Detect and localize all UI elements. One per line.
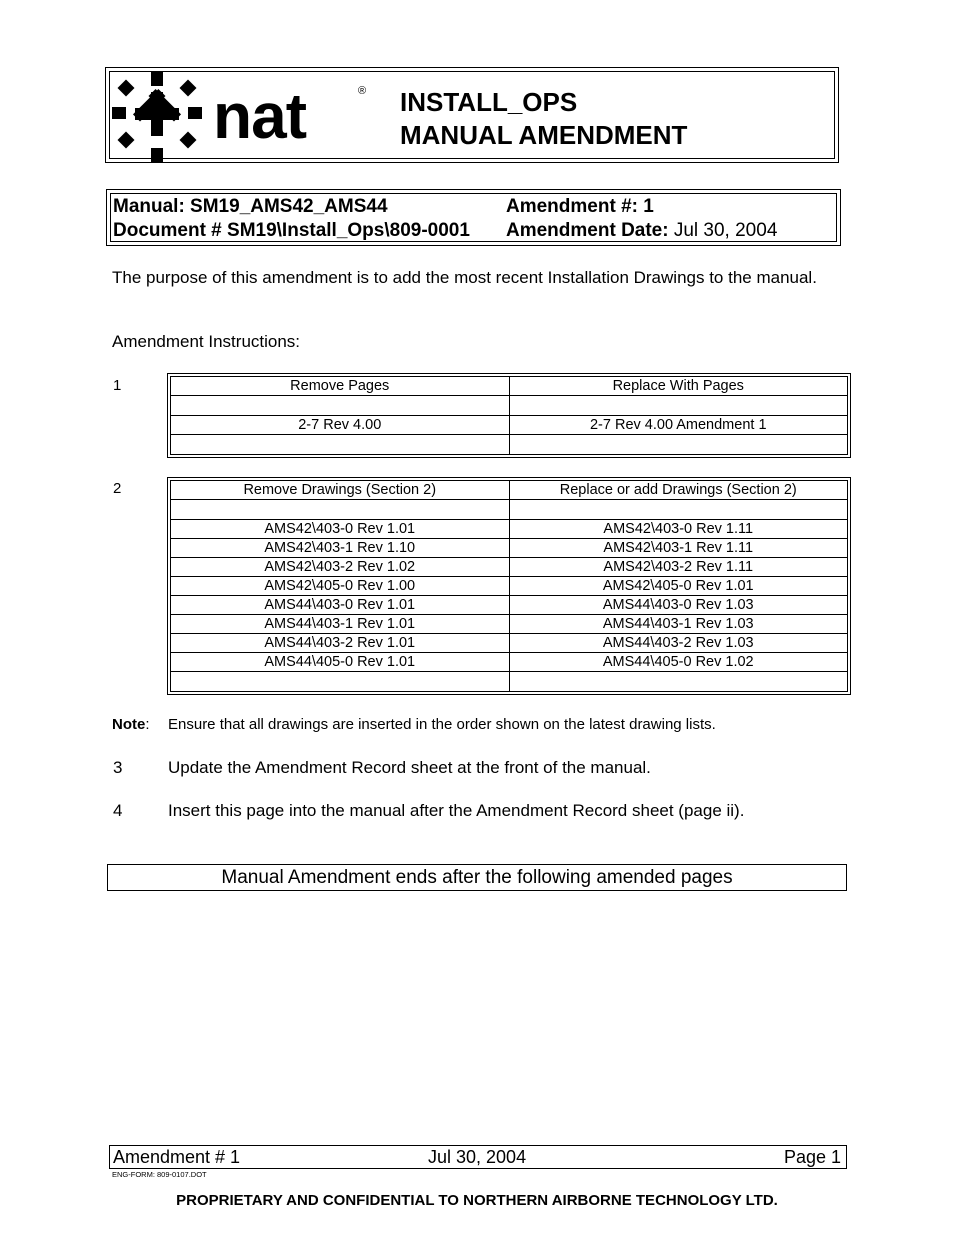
- table-row: [171, 672, 848, 692]
- step-3-number: 3: [113, 758, 123, 777]
- confidential-notice: PROPRIETARY AND CONFIDENTIAL TO NORTHERN AIRBORNE TECHNOLOGY LTD.: [176, 1192, 778, 1209]
- table-row: [171, 634, 848, 653]
- note: [112, 716, 150, 733]
- purpose-text: The purpose of this amendment is to add the most recent Installation Drawings to the manual.: [112, 268, 817, 287]
- column-header: Remove Pages: [171, 377, 510, 396]
- table-cell: AMS42\405-0 Rev 1.01: [509, 577, 848, 596]
- manual-label: Manual: SM19_AMS42_AMS44: [113, 196, 388, 217]
- table-cell: AMS44\403-0 Rev 1.01: [171, 596, 510, 615]
- table-cell: [509, 500, 848, 520]
- step-2-number: 2: [113, 480, 122, 497]
- title-line-1: INSTALL_OPS: [400, 87, 578, 117]
- table-cell: [171, 435, 510, 455]
- remove-pages-table: [167, 373, 851, 458]
- column-header: Replace With Pages: [509, 377, 848, 396]
- amendment-date: [506, 219, 777, 243]
- step-4-number: 4: [113, 801, 123, 820]
- header-title: [400, 86, 687, 152]
- amendment-date-label: Amendment Date:: [506, 220, 669, 241]
- title-line-2: MANUAL AMENDMENT: [400, 120, 688, 150]
- table-cell: AMS44\403-2 Rev 1.01: [171, 634, 510, 653]
- table-cell: AMS42\403-2 Rev 1.02: [171, 558, 510, 577]
- note-colon: :: [145, 716, 150, 733]
- table-row: [171, 416, 848, 435]
- nat-logo: [112, 72, 372, 162]
- table-row: [171, 500, 848, 520]
- table-row: [171, 520, 848, 539]
- table-cell: AMS42\403-1 Rev 1.10: [171, 539, 510, 558]
- step-1-number: 1: [113, 377, 122, 394]
- column-header: Remove Drawings (Section 2): [171, 481, 510, 500]
- table-cell: AMS44\405-0 Rev 1.02: [509, 653, 848, 672]
- table-row: [171, 396, 848, 416]
- column-header: Replace or add Drawings (Section 2): [509, 481, 848, 500]
- table-cell: AMS42\403-0 Rev 1.01: [171, 520, 510, 539]
- footer-date: Jul 30, 2004: [428, 1147, 527, 1167]
- table-cell: [509, 396, 848, 416]
- footer-amendment: Amendment # 1: [113, 1147, 241, 1167]
- remove-drawings-table: [167, 477, 851, 695]
- table-cell: [171, 396, 510, 416]
- amendment-date-value: Jul 30, 2004: [668, 220, 778, 241]
- table-header-row: [171, 377, 848, 396]
- registered-mark: ®: [358, 85, 367, 97]
- table-cell: AMS42\403-2 Rev 1.11: [509, 558, 848, 577]
- instructions-heading: Amendment Instructions:: [112, 332, 301, 351]
- table-row: [171, 435, 848, 455]
- table-row: [171, 615, 848, 634]
- document-number: Document # SM19\Install_Ops\809-0001: [113, 220, 470, 241]
- table-row: [171, 558, 848, 577]
- star-icon: [112, 72, 202, 162]
- note-text: Ensure that all drawings are inserted in the order shown on the latest drawing lists.: [168, 716, 716, 733]
- table-cell: AMS44\403-2 Rev 1.03: [509, 634, 848, 653]
- table-cell: AMS44\403-0 Rev 1.03: [509, 596, 848, 615]
- step-4-text: Insert this page into the manual after the Amendment Record sheet (page ii).: [168, 801, 745, 820]
- table-row: [171, 539, 848, 558]
- amendment-ends-banner: Manual Amendment ends after the following amended pages: [107, 864, 847, 891]
- step-3-text: Update the Amendment Record sheet at the front of the manual.: [168, 758, 651, 777]
- table-cell: AMS42\403-0 Rev 1.11: [509, 520, 848, 539]
- table-cell: [509, 435, 848, 455]
- table-cell: [171, 500, 510, 520]
- table-cell: AMS44\403-1 Rev 1.01: [171, 615, 510, 634]
- footer-box: [109, 1145, 847, 1169]
- note-label: Note: [112, 716, 146, 733]
- table-cell: AMS44\403-1 Rev 1.03: [509, 615, 848, 634]
- form-id: ENG-FORM: 809-0107.DOT: [112, 1170, 207, 1179]
- table-cell: AMS42\405-0 Rev 1.00: [171, 577, 510, 596]
- table-row: [171, 577, 848, 596]
- table-cell: 2-7 Rev 4.00 Amendment 1: [509, 416, 848, 435]
- amendment-number: Amendment #: 1: [506, 196, 654, 217]
- table-cell: AMS44\405-0 Rev 1.01: [171, 653, 510, 672]
- table-cell: [171, 672, 510, 692]
- table-cell: AMS42\403-1 Rev 1.11: [509, 539, 848, 558]
- table-cell: [509, 672, 848, 692]
- table-cell: 2-7 Rev 4.00: [171, 416, 510, 435]
- table-row: [171, 653, 848, 672]
- logo-text: nat: [213, 80, 306, 152]
- footer-page: Page 1: [783, 1147, 841, 1167]
- table-header-row: [171, 481, 848, 500]
- table-row: [171, 596, 848, 615]
